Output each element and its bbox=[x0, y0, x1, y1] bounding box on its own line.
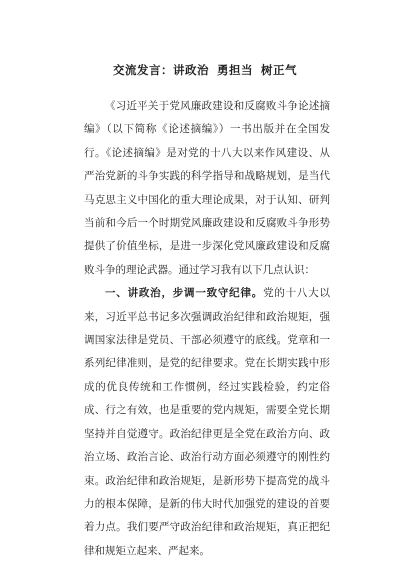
section-one-heading: 一、讲政治，步调一致守纪律。 bbox=[105, 287, 264, 300]
title-part-2: 勇担当 bbox=[217, 63, 253, 77]
title-part-3: 树正气 bbox=[261, 63, 297, 77]
section-one-text: 党的十八大以来，习近平总书记多次强调政治纪律和政治规矩，强调国家法律是党员、干部必须遵守的底线。党章和一系列纪律准则，是党的纪律要求。党在长期实践中形成的优良传统和工作惯例，经过实践检验，约定俗成、行之有效，也是重要的党内规矩，需要全党长期坚持并自觉遵守。政治纪律更是全党在政治方向、政治立场、政治言论、政治行动方面必须遵守的刚性约束。政治纪律和政治规矩，是新形势下提高党的战斗力的根本保障，是新的伟大时代加强党的建设的首要着力点。我们要严守政治纪律和政治规矩，真正把纪律和规矩立起来、严起来。 bbox=[84, 287, 331, 557]
section-one-paragraph bbox=[84, 282, 330, 563]
title-part-1: 交流发言：讲政治 bbox=[113, 63, 209, 77]
document-title bbox=[0, 62, 410, 78]
intro-paragraph bbox=[84, 95, 330, 282]
document-body bbox=[84, 95, 330, 563]
intro-paragraph-text: 《习近平关于党风廉政建设和反腐败斗争论述摘编》（以下简称《论述摘编》）一书出版并在全国发行。《论述摘编》是对党的十八大以来作风建设、从严治党新的斗争实践的科学指导和战略规划，是当代马克思主义中国化的重大理论成果，对于认知、研判当前和今后一个时期党风廉政建设和反腐败斗争形势提供了价值坐标，是进一步深化党风廉政建设和反腐败斗争的理论武器。通过学习我有以下几点认识： bbox=[84, 100, 330, 276]
